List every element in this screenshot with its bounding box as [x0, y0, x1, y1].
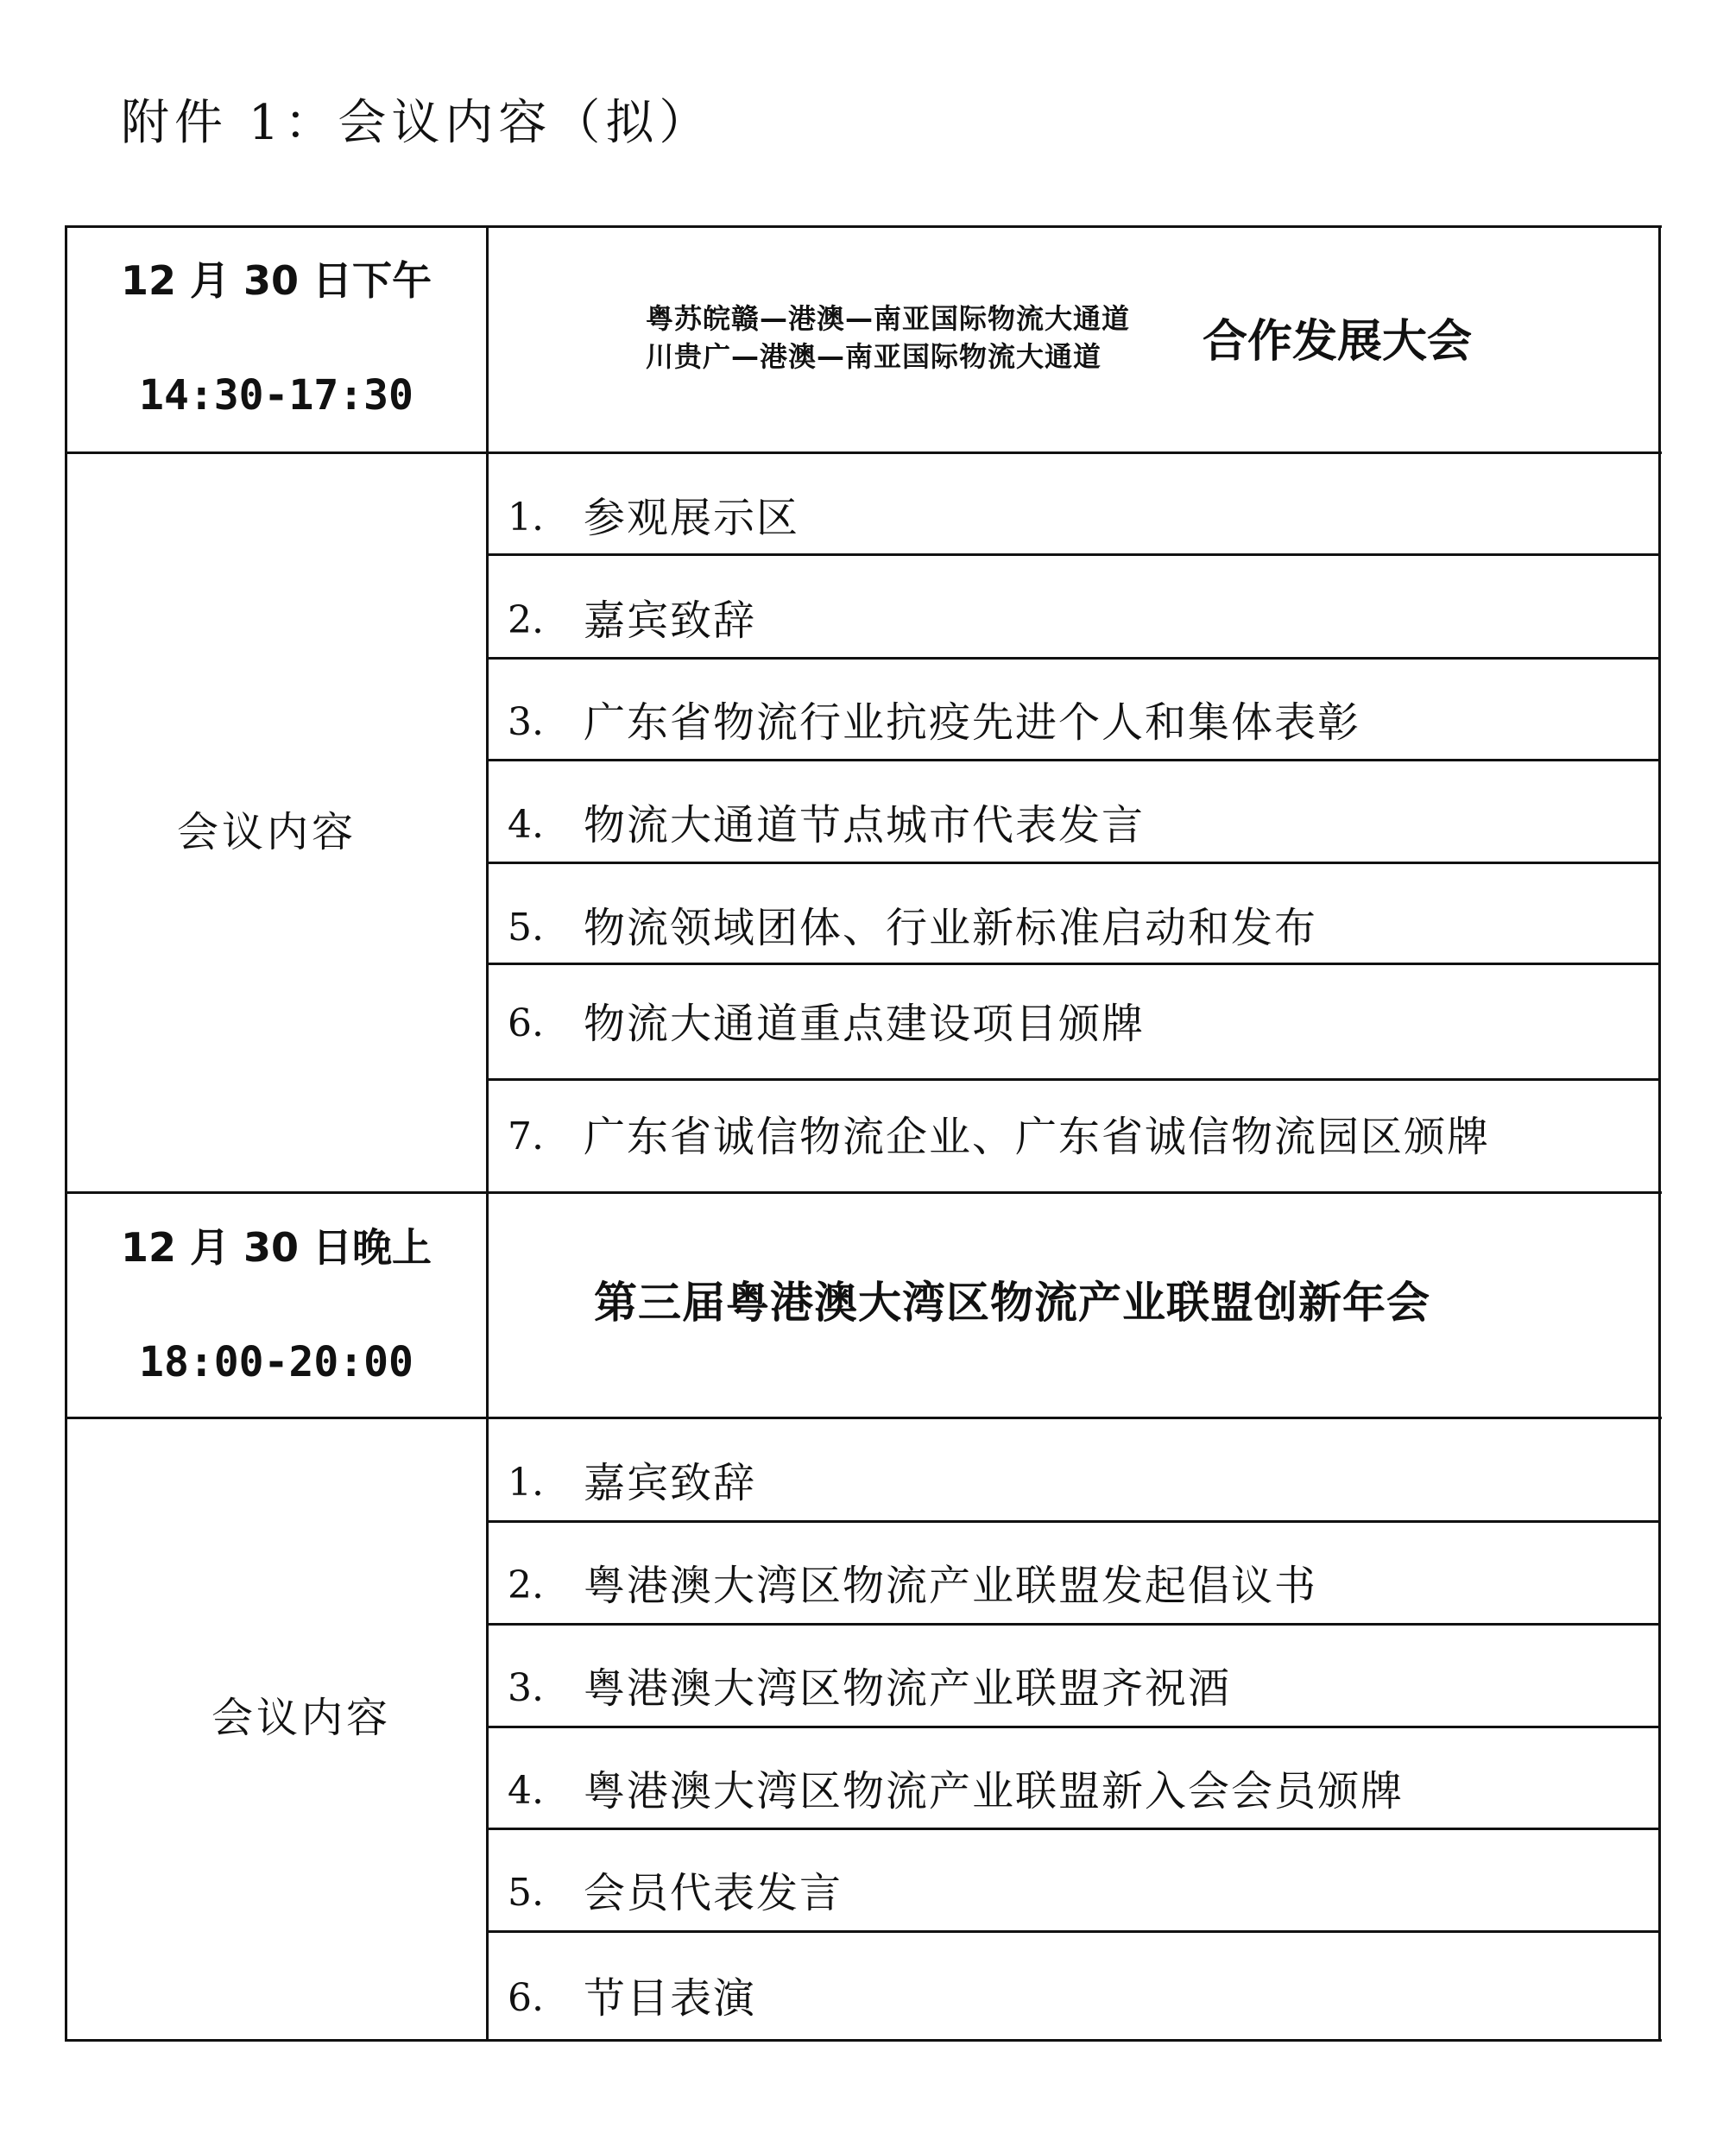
agenda-item: 粤港澳大湾区物流产业联盟齐祝酒 [584, 1664, 1232, 1713]
session-date: 12 月 30 日晚上 [120, 1224, 432, 1271]
document-title: 附件 1：会议内容（拟） [121, 95, 713, 151]
agenda-item: 粤港澳大湾区物流产业联盟新入会会员颁牌 [584, 1767, 1405, 1815]
session-title-line: 川贵广—港澳—南亚国际物流大通道 [646, 340, 1102, 373]
session-title-line: 粤苏皖赣—港澳—南亚国际物流大通道 [646, 302, 1131, 335]
table-border-left [65, 225, 67, 2042]
item-number: 6. [508, 1976, 544, 2020]
agenda-item: 参观展示区 [584, 494, 800, 542]
row-divider [66, 451, 1662, 454]
item-divider [487, 553, 1661, 556]
item-divider [487, 1078, 1661, 1081]
item-number: 1. [508, 496, 544, 540]
item-number: 5. [508, 1871, 544, 1915]
item-divider [487, 1930, 1661, 1933]
item-number: 5. [508, 906, 544, 950]
item-divider [487, 1828, 1661, 1830]
content-label: 会议内容 [177, 808, 357, 856]
content-label: 会议内容 [211, 1694, 392, 1742]
item-divider [487, 1726, 1661, 1728]
item-divider [487, 1623, 1661, 1626]
session-title-lines [646, 300, 1130, 376]
agenda-item: 物流领域团体、行业新标准启动和发布 [584, 904, 1318, 952]
session-title-suffix: 合作发展大会 [1203, 316, 1473, 368]
item-number: 4. [508, 1769, 544, 1813]
session-time: 14:30-17:30 [139, 371, 413, 420]
item-divider [487, 862, 1661, 864]
item-number: 2. [508, 598, 544, 642]
agenda-item: 嘉宾致辞 [584, 1459, 757, 1507]
session-time: 18:00-20:00 [139, 1338, 413, 1386]
item-divider [487, 963, 1661, 965]
agenda-item: 嘉宾致辞 [584, 597, 757, 645]
item-divider [487, 1520, 1661, 1523]
session-title: 第三届粤港澳大湾区物流产业联盟创新年会 [594, 1278, 1430, 1328]
agenda-item: 物流大通道节点城市代表发言 [584, 801, 1146, 849]
item-divider [487, 759, 1661, 761]
item-number: 6. [508, 1001, 544, 1045]
table-border-top [66, 225, 1662, 228]
column-divider [486, 225, 489, 2042]
agenda-item: 节目表演 [584, 1974, 757, 2023]
agenda-item: 广东省诚信物流企业、广东省诚信物流园区颁牌 [584, 1113, 1491, 1161]
item-number: 2. [508, 1563, 544, 1607]
agenda-item: 广东省物流行业抗疫先进个人和集体表彰 [584, 698, 1361, 747]
item-number: 1. [508, 1461, 544, 1505]
agenda-item: 物流大通道重点建设项目颁牌 [584, 1000, 1146, 1048]
row-divider [66, 1417, 1662, 1419]
item-number: 3. [508, 700, 544, 744]
table-border-right [1658, 225, 1661, 2042]
item-number: 7. [508, 1114, 544, 1159]
item-number: 4. [508, 803, 544, 847]
table-border-bottom [66, 2039, 1662, 2042]
agenda-item: 会员代表发言 [584, 1869, 843, 1917]
row-divider [66, 1191, 1662, 1194]
session-date: 12 月 30 日下午 [120, 257, 432, 304]
agenda-item: 粤港澳大湾区物流产业联盟发起倡议书 [584, 1562, 1318, 1610]
item-number: 3. [508, 1666, 544, 1710]
item-divider [487, 657, 1661, 660]
